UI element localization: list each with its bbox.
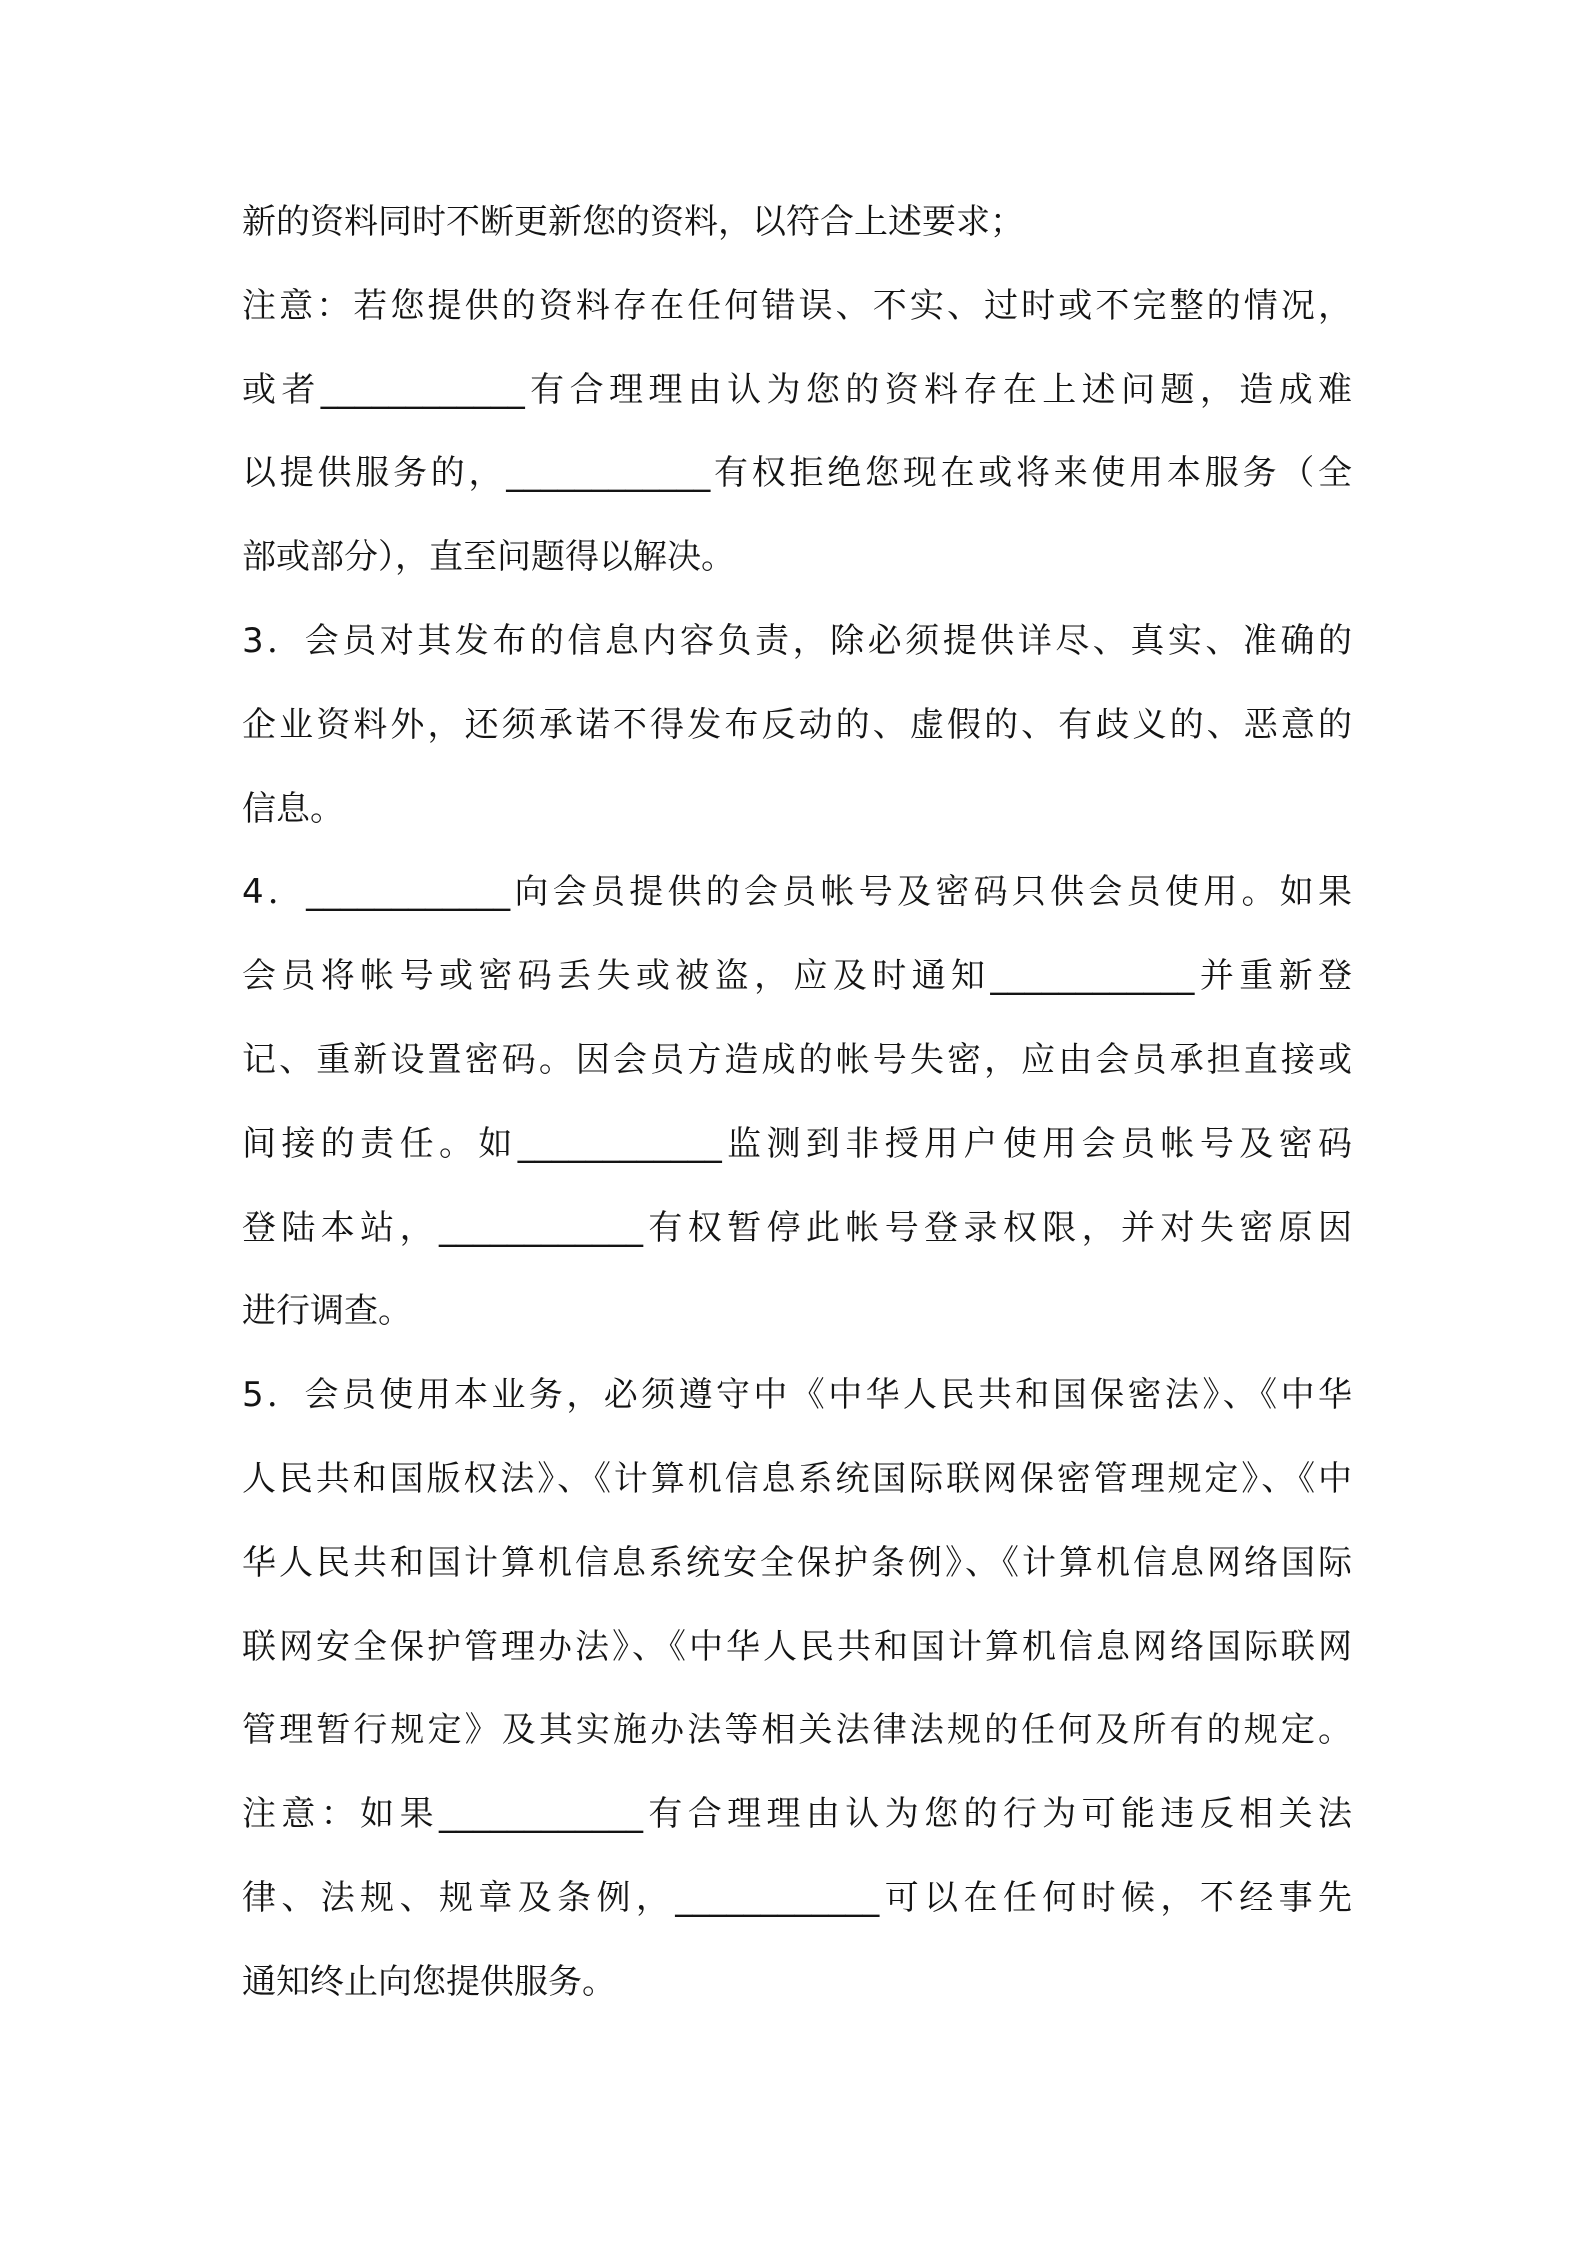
text-line: 记、重新设置密码。因会员方造成的帐号失密，应由会员承担直接或 xyxy=(242,1039,1352,1080)
document-body xyxy=(242,181,1352,2025)
text-line: 5．会员使用本业务，必须遵守中《中华人民共和国保密法》、《中华 xyxy=(242,1375,1352,1416)
text-line: 人民共和国版权法》、《计算机信息系统国际联网保密管理规定》、《中 xyxy=(242,1458,1352,1499)
text-line: 以提供服务的，____________有权拒绝您现在或将来使用本服务（全 xyxy=(242,453,1352,494)
text-line: 间接的责任。如____________监测到非授用户使用会员帐号及密码 xyxy=(242,1123,1352,1164)
text-line: 4．____________向会员提供的会员帐号及密码只供会员使用。如果 xyxy=(242,872,1352,913)
text-line: 联网安全保护管理办法》、《中华人民共和国计算机信息网络国际联网 xyxy=(242,1626,1352,1667)
text-line: 华人民共和国计算机信息系统安全保护条例》、《计算机信息网络国际 xyxy=(242,1542,1352,1583)
text-line: 信息。 xyxy=(242,788,344,829)
text-line: 或者____________有合理理由认为您的资料存在上述问题，造成难 xyxy=(242,369,1352,410)
text-line: 部或部分），直至问题得以解决。 xyxy=(242,537,735,578)
text-line: 3．会员对其发布的信息内容负责，除必须提供详尽、真实、准确的 xyxy=(242,620,1352,661)
text-line: 管理暂行规定》及其实施办法等相关法律法规的任何及所有的规定。 xyxy=(242,1710,1352,1751)
text-line: 企业资料外，还须承诺不得发布反动的、虚假的、有歧义的、恶意的 xyxy=(242,704,1352,745)
text-line: 注意：若您提供的资料存在任何错误、不实、过时或不完整的情况， xyxy=(242,285,1352,326)
text-line: 律、法规、规章及条例，____________可以在任何时候，不经事先 xyxy=(242,1877,1352,1918)
text-line: 进行调查。 xyxy=(242,1291,412,1332)
text-line: 新的资料同时不断更新您的资料，以符合上述要求； xyxy=(242,202,1024,242)
text-line: 登陆本站，____________有权暂停此帐号登录权限，并对失密原因 xyxy=(242,1207,1352,1248)
text-line: 注意：如果____________有合理理由认为您的行为可能违反相关法 xyxy=(242,1794,1352,1835)
text-line: 通知终止向您提供服务。 xyxy=(242,1961,616,2002)
text-line: 会员将帐号或密码丢失或被盗，应及时通知____________并重新登 xyxy=(242,956,1352,997)
